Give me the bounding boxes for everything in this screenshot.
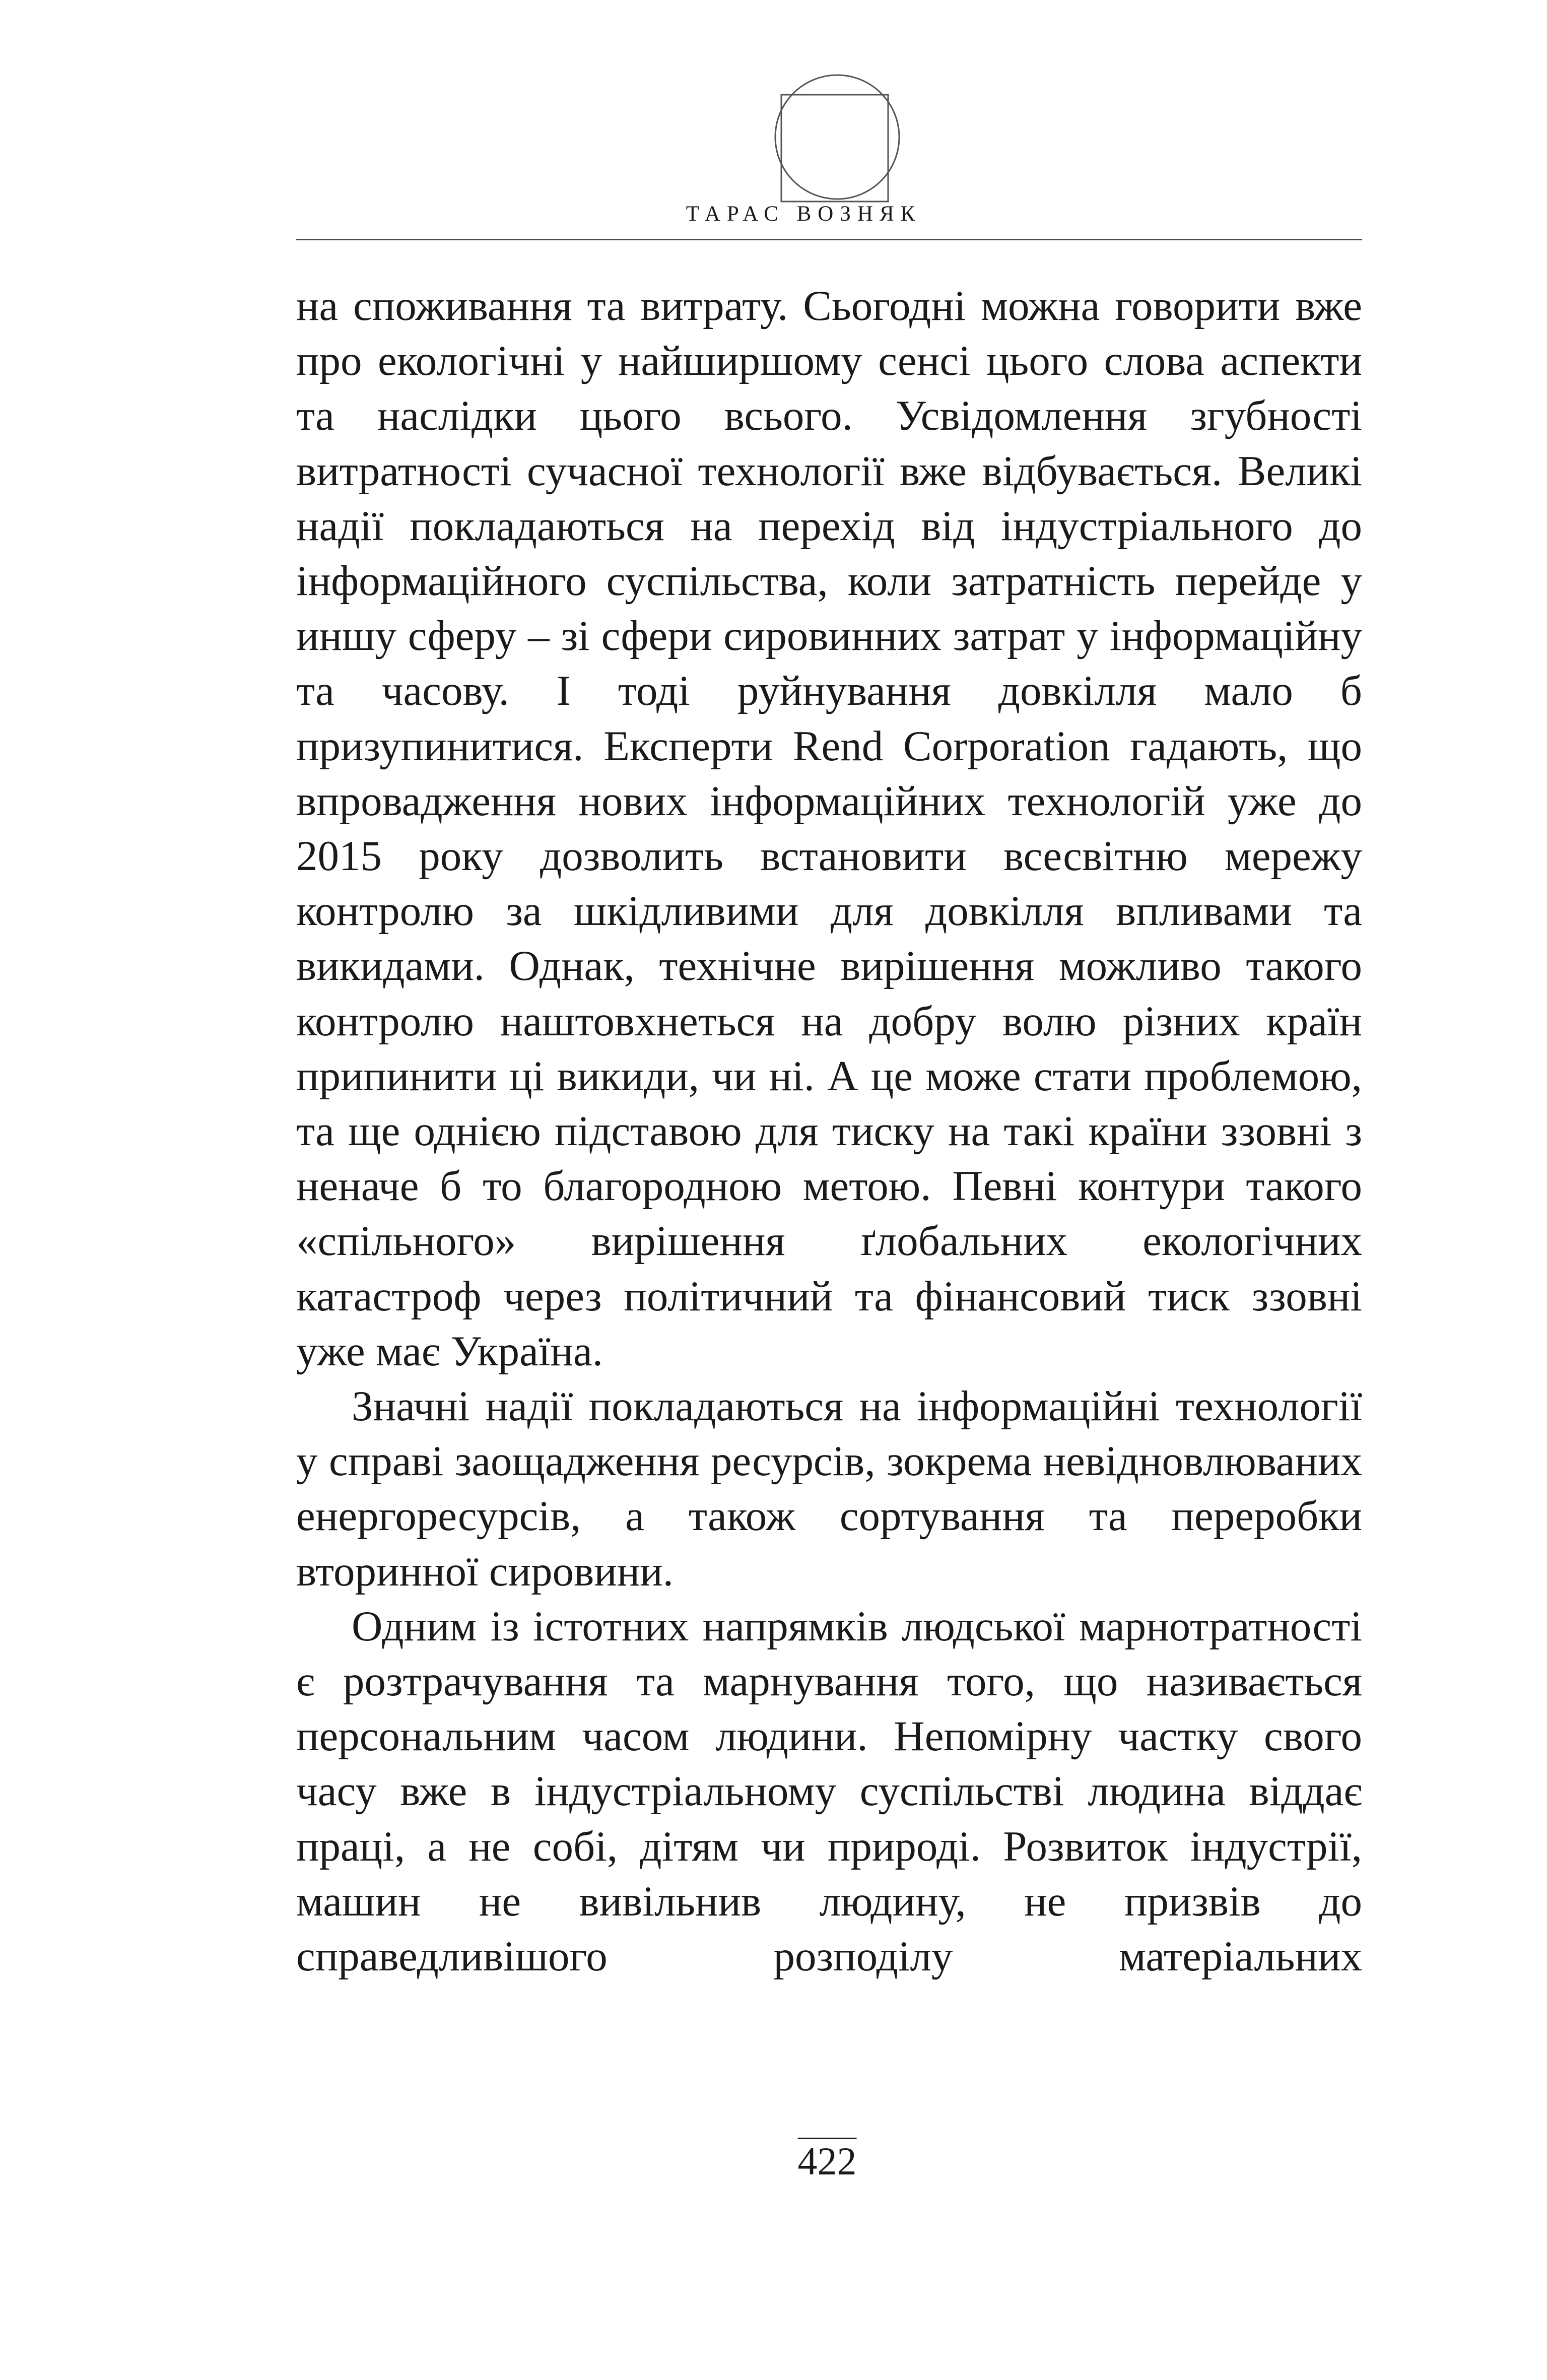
running-header-author: ТАРАС ВОЗНЯК (686, 202, 922, 226)
header-divider (296, 239, 1362, 240)
paragraph: Одним із істотних напрямків людської марнотратності є розтрачування та марнування того, що називається персональним часом людини. Непомірну частку свого часу вже в індустріальному суспільстві людина віддає праці, а не собі, дітям чи природі. Розвиток індустрії, машин не вивільнив людину, не призвів до справедливішого розподілу матеріальних (296, 1602, 1362, 1980)
emblem-circle-square-icon (771, 71, 903, 203)
paragraph: на споживання та витрату. Сьогодні можна говорити вже про екологічні у найширшому сенсі цього слова аспекти та наслідки цього всього. Усвідомлення згубності витратності сучасної технології вже відбувається. Великі надії покладаються на перехід від індустріального до інформаційного суспільства, коли затратність перейде у иншу сферу – зі сфери сировинних затрат у інформаційну та часову. І тоді руйнування довкілля мало б призупинитися. Експерти Rend Corporation гадають, що впровадження нових інформаційних технологій уже до 2015 року дозволить встановити всесвітню мережу контролю за шкідливими для довкілля впливами та викидами. Однак, технічне вирішення можливо такого контролю наштовхнеться на добру волю різних країн припинити ці викиди, чи ні. А це може стати проблемою, та ще однією підставою для тиску на такі країни ззовні з неначе б то благородною метою. Певні контури такого «спільного» вирішення ґлобальних екологічних катастроф через політичний та фінансовий тиск ззовні уже має Україна. (296, 282, 1362, 1375)
body-text (296, 279, 1362, 1984)
paragraph: Значні надії покладаються на інформаційні технології у справі заощадження ресурсів, зокрема невідновлюваних енергоресурсів, а також сортування та переробки вторинної сировини. (296, 1382, 1362, 1595)
page-number: 422 (797, 2139, 857, 2183)
